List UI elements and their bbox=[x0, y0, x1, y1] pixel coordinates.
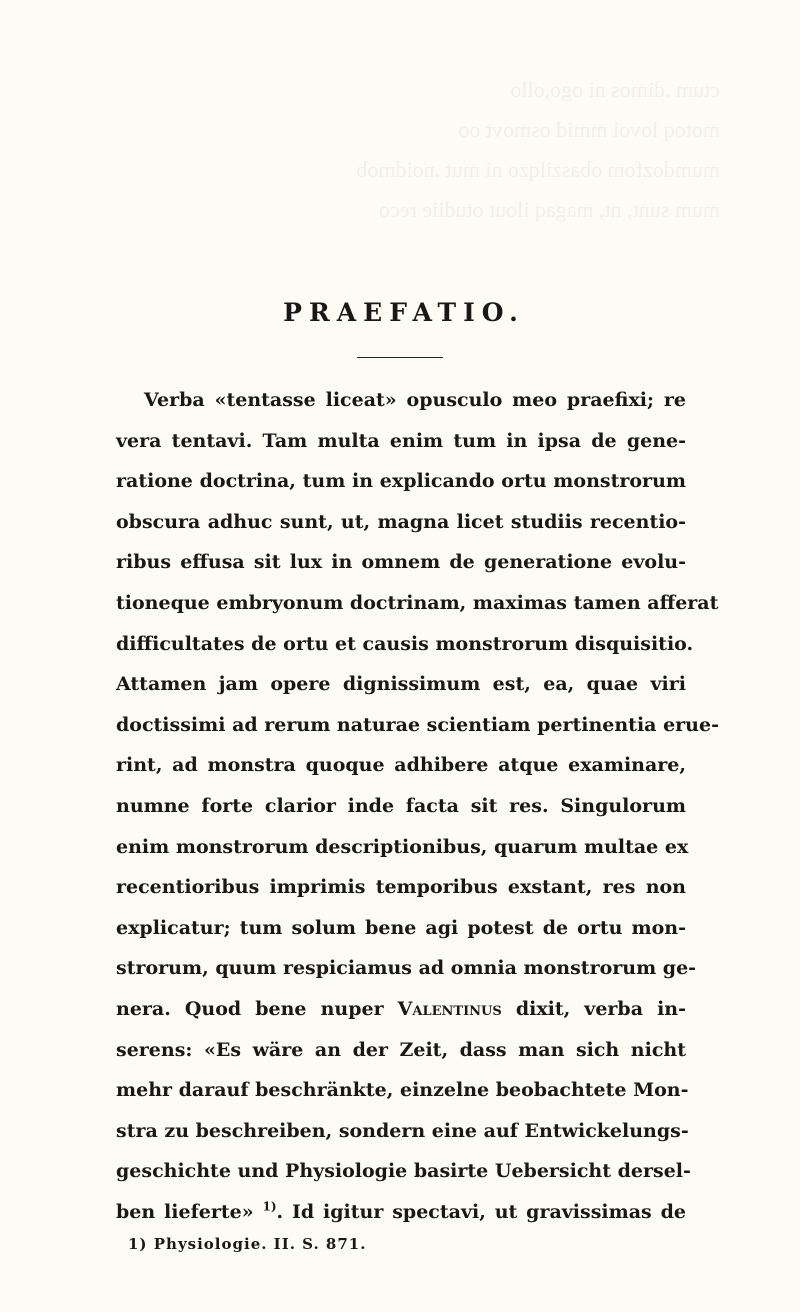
text-line-9: doctissimi ad rerum naturae scientiam pertinentia erue- bbox=[116, 713, 719, 736]
author-name: Valentinus bbox=[397, 997, 502, 1020]
text-line-10: rint, ad monstra quoque adhibere atque examinare, bbox=[116, 754, 686, 777]
text-line-16 bbox=[116, 989, 686, 1030]
text-line-21-start: ben lieferte» bbox=[116, 1200, 254, 1223]
text-line-5: ribus effusa sit lux in omnem de generatione evolu- bbox=[116, 551, 686, 574]
text-line-15: strorum, quum respiciamus ad omnia monstrorum ge- bbox=[116, 957, 697, 980]
text-line-12: enim monstrorum descriptionibus, quarum multae ex bbox=[116, 835, 689, 858]
text-line-16-end: dixit, verba in- bbox=[515, 997, 686, 1020]
text-line-20: geschichte und Physiologie basirte Uebersicht dersel- bbox=[116, 1160, 691, 1183]
text-line-8: Attamen jam opere dignissimum est, ea, quae viri bbox=[116, 673, 686, 696]
text-line-1: Verba «tentasse liceat» opusculo meo praefixi; re bbox=[144, 389, 686, 411]
text-line-2: vera tentavi. Tam multa enim tum in ipsa de gene- bbox=[116, 429, 686, 452]
text-line-21-end: Id igitur spectavi, ut gravissimas de bbox=[292, 1200, 686, 1223]
body-text bbox=[116, 380, 719, 1232]
text-line-17: serens: «Es wäre an der Zeit, dass man sich nicht bbox=[116, 1038, 686, 1061]
text-line-4: obscura adhuc sunt, ut, magna licet studiis recentio- bbox=[116, 510, 686, 533]
text-line-16-start: nera. Quod bene nuper bbox=[116, 997, 384, 1020]
text-line-19: stra zu beschreiben, sondern eine auf Entwickelungs- bbox=[116, 1119, 689, 1142]
text-line-6: tioneque embryonum doctrinam, maximas tamen afferat bbox=[116, 591, 719, 614]
text-line-13: recentioribus imprimis temporibus exstant, res non bbox=[116, 876, 686, 899]
text-line-7: difficultates de ortu et causis monstrorum disquisitio. bbox=[116, 632, 694, 655]
page-title: PRAEFATIO. bbox=[283, 298, 525, 327]
text-line-18: mehr darauf beschränkte, einzelne beobachtete Mon- bbox=[116, 1079, 689, 1102]
text-line-14: explicatur; tum solum bene agi potest de ortu mon- bbox=[116, 916, 686, 939]
bleed-through-text: ctum .dimos ni ogo,ollo motoq lovoi mmid osmovt oo mumdozfom obaszilqzo ni mut .noidmob mum sunt, nt, magaq ilout otudiie reco bbox=[356, 77, 720, 222]
title-rule bbox=[357, 357, 443, 358]
text-line-11: numne forte clarior inde facta sit res. Singulorum bbox=[116, 794, 686, 817]
text-line-3: ratione doctrina, tum in explicando ortu monstrorum bbox=[116, 470, 686, 493]
footnote: 1) Physiologie. II. S. 871. bbox=[128, 1235, 367, 1253]
footnote-ref: 1) bbox=[262, 1199, 277, 1214]
text-line-21: ben lieferte» $^{1)}$. Id igitur spectavi, ut gravissimas de bbox=[116, 1199, 686, 1223]
